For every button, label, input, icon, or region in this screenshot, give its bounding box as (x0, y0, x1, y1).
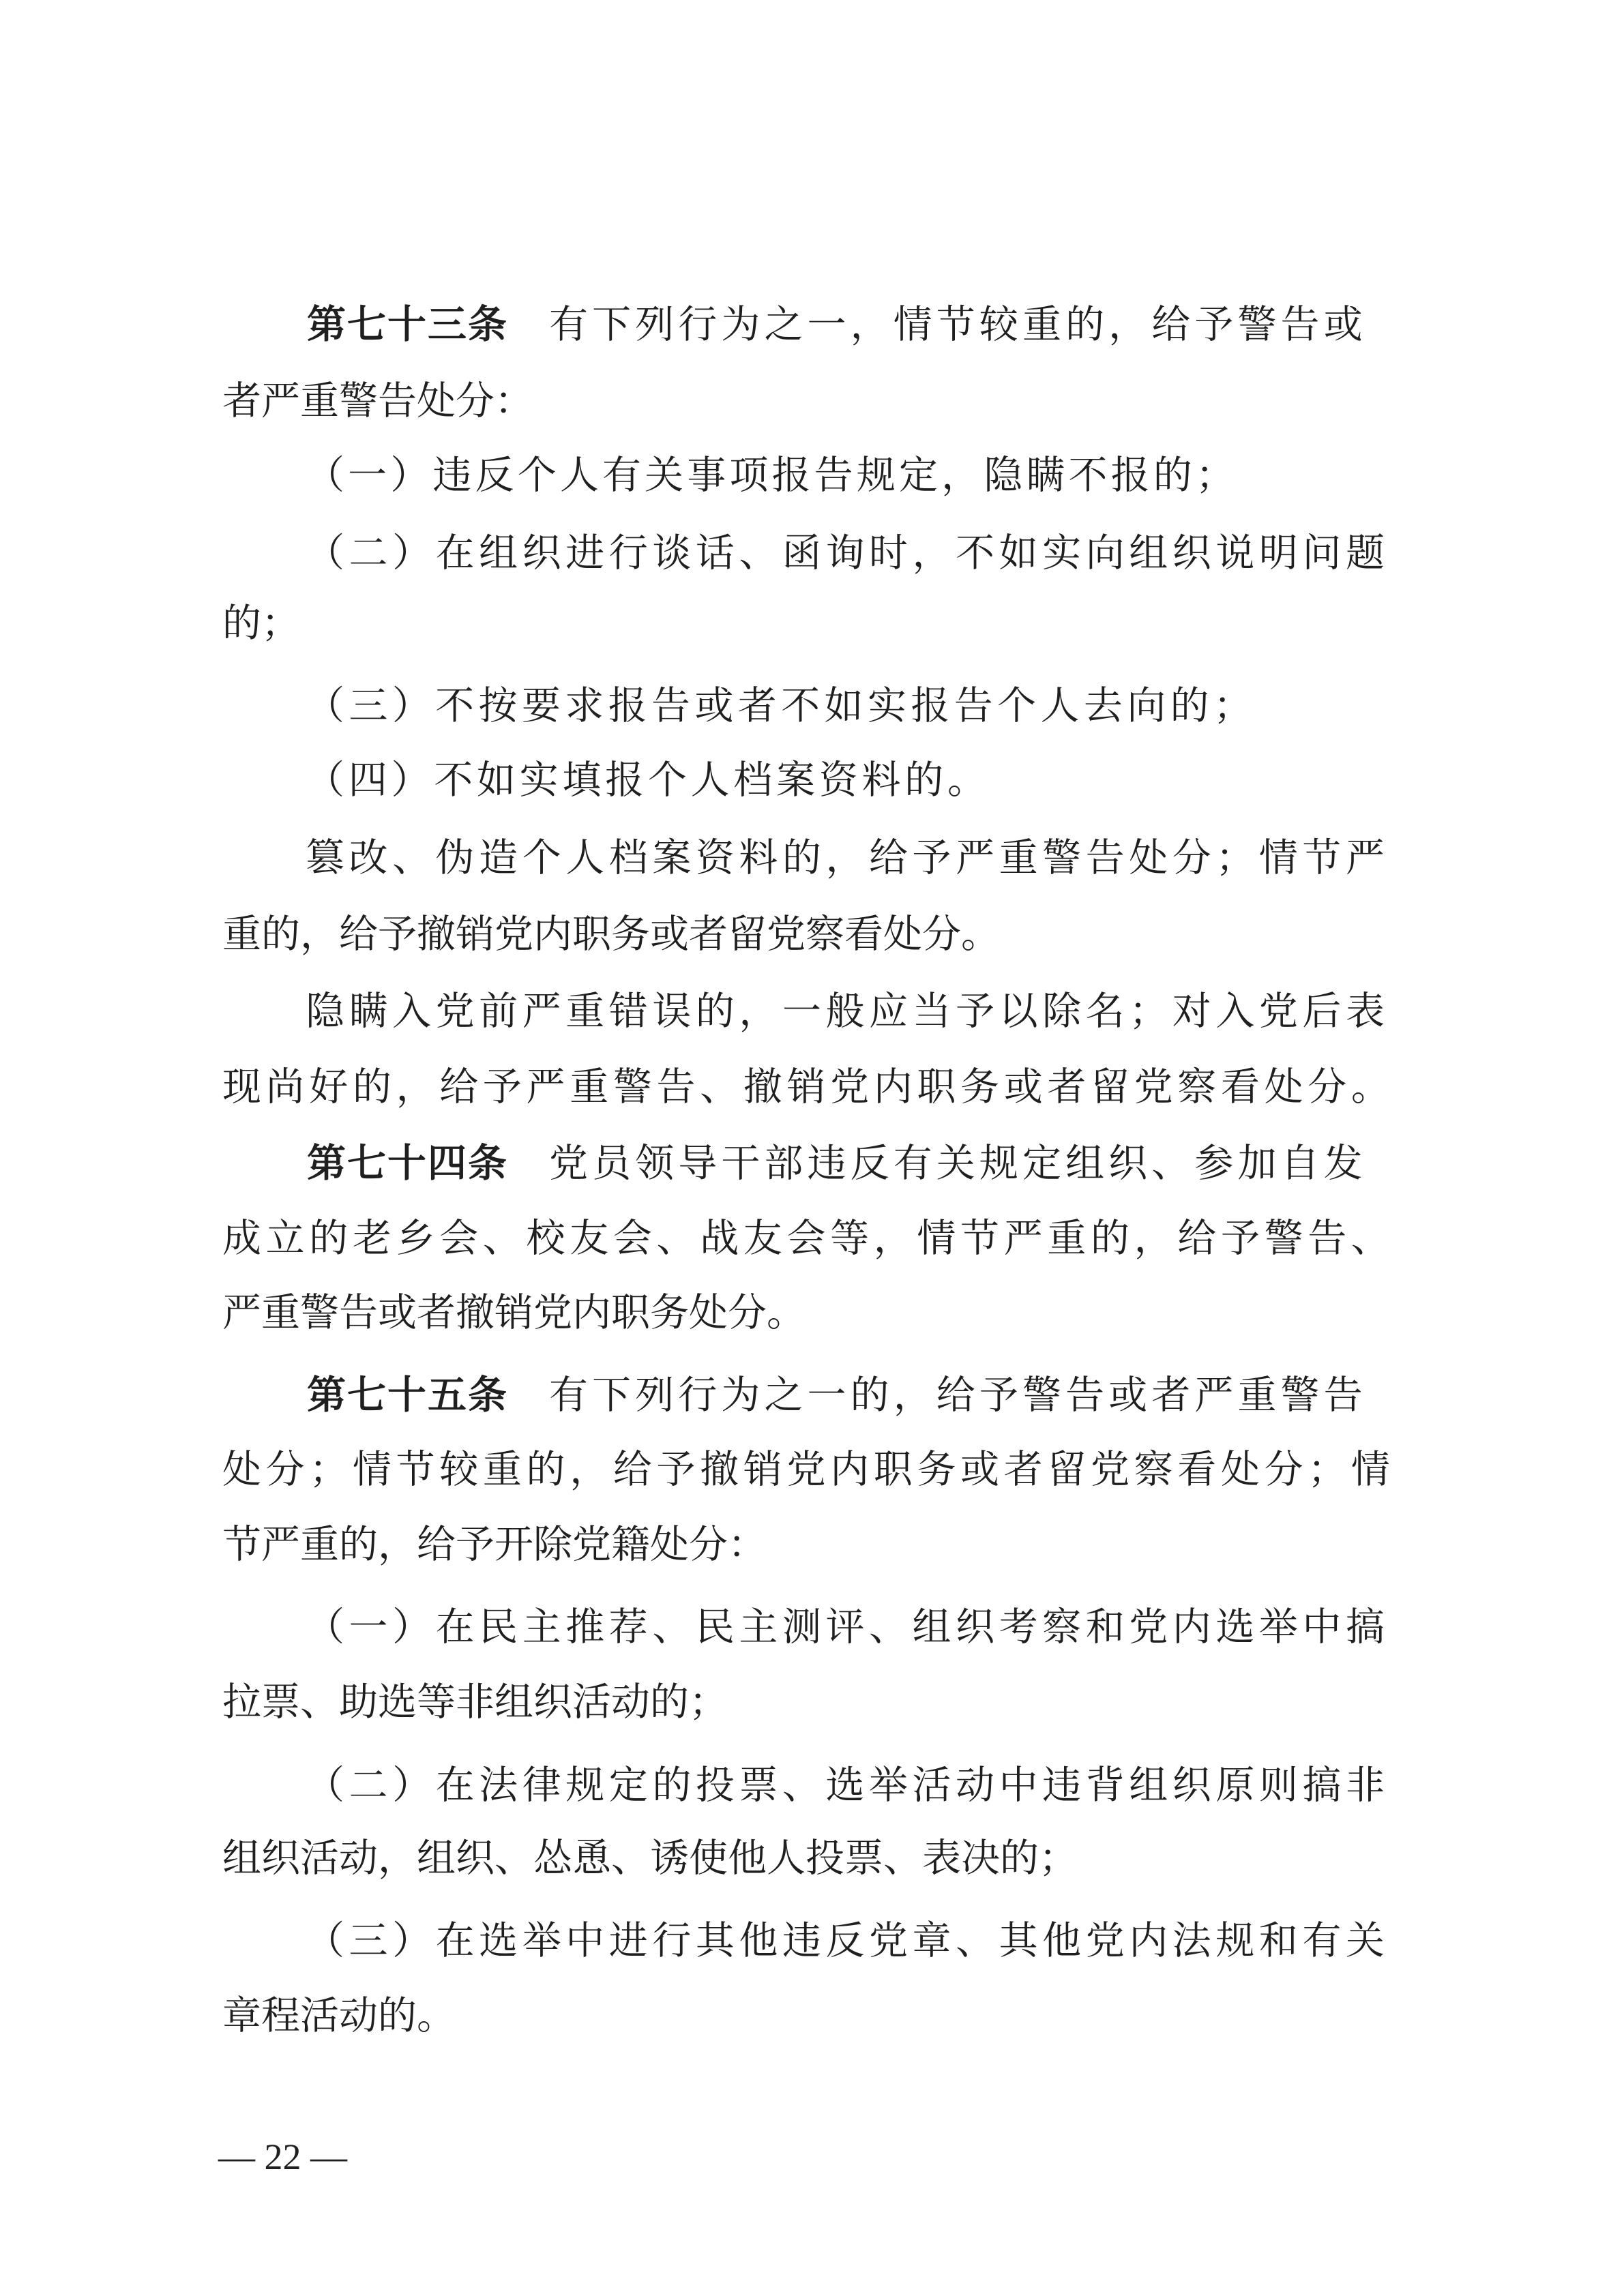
article-75-line-3: 节严重的，给予开除党籍处分： (222, 1522, 767, 1567)
article-74-line-1 (307, 1136, 1367, 1191)
article-73-heading: 第七十三条 (307, 302, 508, 347)
article-75-line-2: 处分；情节较重的，给予撤销党内职务或者留党察看处分；情 (222, 1447, 1395, 1492)
article-73-item-2-line-2: 的； (222, 601, 300, 646)
article-73-para-3-line-1: 隐瞒入党前严重错误的，一般应当予以除名；对入党后表 (306, 989, 1389, 1034)
page-number: — 22 — (218, 2136, 347, 2177)
article-73-item-2-line-1: （二）在组织进行谈话、函询时，不如实向组织说明问题 (306, 531, 1389, 576)
article-75-item-3-line-2: 章程活动的。 (222, 1993, 456, 2038)
article-74-line-2: 成立的老乡会、校友会、战友会等，情节严重的，给予警告、 (222, 1216, 1395, 1261)
article-73-para-3-line-2: 现尚好的，给予严重警告、撤销党内职务或者留党察看处分。 (222, 1064, 1395, 1109)
article-75-item-2-line-2: 组织活动，组织、怂恿、诱使他人投票、表决的； (222, 1836, 1078, 1881)
article-74-text-1: 党员领导干部违反有关规定组织、参加自发 (549, 1141, 1367, 1186)
article-75-item-1-line-1: （一）在民主推荐、民主测评、组织考察和党内选举中搞 (306, 1605, 1389, 1650)
article-73-text-1: 有下列行为之一，情节较重的，给予警告或 (549, 302, 1367, 347)
article-75-text-1: 有下列行为之一的，给予警告或者严重警告 (549, 1373, 1367, 1418)
article-73-line-1 (307, 297, 1367, 352)
article-75-item-1-line-2: 拉票、助选等非组织活动的； (222, 1680, 728, 1725)
article-73-item-3: （三）不按要求报告或者不如实报告个人去向的； (306, 683, 1257, 728)
article-75-line-1 (307, 1368, 1367, 1422)
article-75-heading: 第七十五条 (307, 1373, 508, 1418)
article-73-item-1: （一）违反个人有关事项报告规定，隐瞒不报的； (306, 453, 1239, 498)
article-74-heading: 第七十四条 (307, 1141, 508, 1186)
article-73-item-4: （四）不如实填报个人档案资料的。 (306, 758, 990, 803)
article-73-para-2-line-1: 篡改、伪造个人档案资料的，给予严重警告处分；情节严 (306, 835, 1389, 880)
article-74-line-3: 严重警告或者撤销党内职务处分。 (222, 1290, 806, 1335)
article-73-para-2-line-2: 重的，给予撤销党内职务或者留党察看处分。 (222, 912, 1000, 957)
article-75-item-2-line-1: （二）在法律规定的投票、选举活动中违背组织原则搞非 (306, 1763, 1389, 1808)
article-75-item-3-line-1: （三）在选举中进行其他违反党章、其他党内法规和有关 (306, 1918, 1389, 1963)
article-73-line-2: 者严重警告处分： (222, 378, 533, 423)
